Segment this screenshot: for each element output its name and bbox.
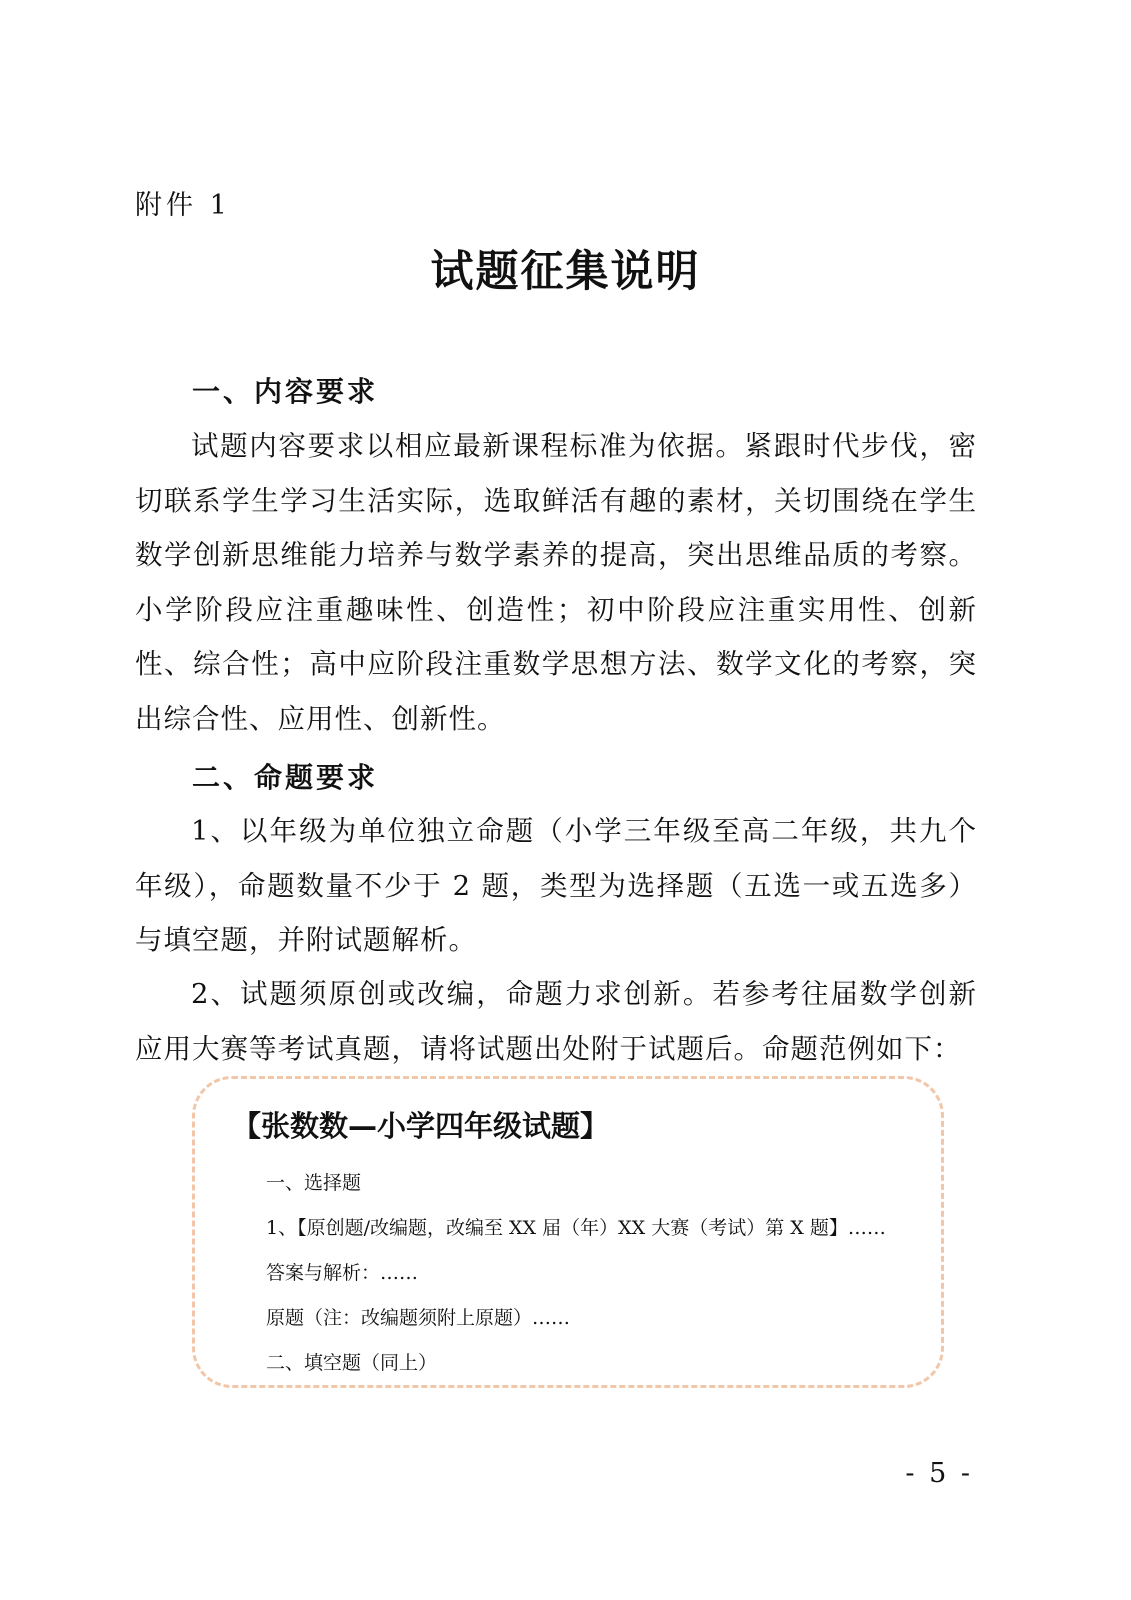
- example-line-fill-blank: 二、填空题（同上）: [266, 1352, 438, 1374]
- attachment-label: 附件 1: [135, 190, 231, 221]
- question-requirement-item-2: 2、试题须原创或改编，命题力求创新。若参考往届数学创新应用大赛等考试真题，请将试题出处附于试题后。命题范例如下：: [135, 978, 977, 1065]
- document-title: 试题征集说明: [430, 247, 701, 297]
- content-requirements-paragraph: 试题内容要求以相应最新课程标准为依据。紧跟时代步伐，密切联系学生学习生活实际，选取鲜活有趣的素材，关切围绕在学生数学创新思维能力培养与数学素养的提高，突出思维品质的考察。小学阶段应注重趣味性、创造性；初中阶段应注重实用性、创新性、综合性；高中应阶段注重数学思想方法、数学文化的考察，突出综合性、应用性、创新性。: [135, 430, 977, 735]
- example-line-answer: 答案与解析：……: [266, 1262, 419, 1284]
- section-heading-question-requirements: 二、命题要求: [192, 761, 379, 794]
- section-heading-content-requirements: 一、内容要求: [192, 375, 379, 408]
- example-title: 【张数数—小学四年级试题】: [232, 1109, 610, 1143]
- question-requirement-item-1: 1、以年级为单位独立命题（小学三年级至高二年级，共九个年级），命题数量不少于 2 题，类型为选择题（五选一或五选多）与填空题，并附试题解析。: [135, 815, 977, 956]
- example-line-question-1: 1、【原创题/改编题，改编至 XX 届（年）XX 大赛（考试）第 X 题】……: [266, 1217, 886, 1239]
- page-number: - 5 -: [905, 1458, 973, 1489]
- example-line-original: 原题（注：改编题须附上原题）……: [266, 1307, 571, 1329]
- example-line-choice: 一、选择题: [266, 1172, 362, 1194]
